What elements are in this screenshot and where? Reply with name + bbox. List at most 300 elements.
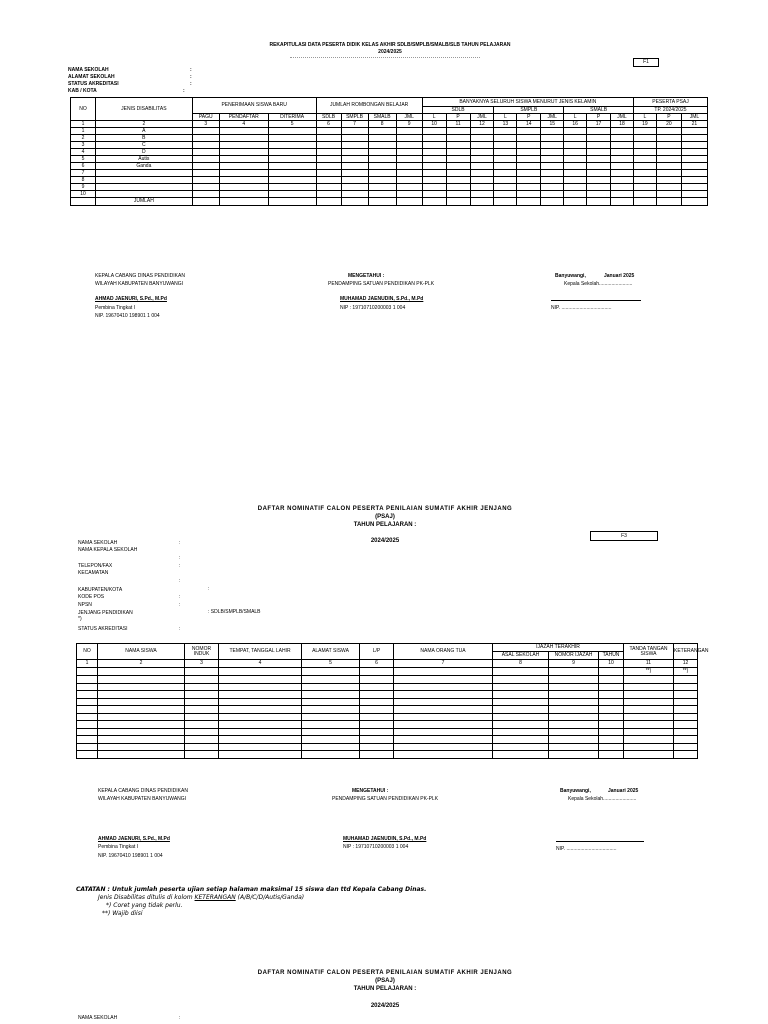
f1-cell[interactable] <box>396 128 422 135</box>
f3-cell[interactable] <box>394 668 493 676</box>
f1-cell[interactable] <box>422 149 446 156</box>
f1-cell[interactable] <box>681 135 707 142</box>
f1-cell[interactable] <box>470 177 494 184</box>
f1-cell[interactable] <box>446 177 470 184</box>
f1-cell[interactable] <box>610 142 633 149</box>
f3-cell[interactable] <box>599 691 624 699</box>
f1-cell[interactable] <box>368 135 396 142</box>
f1-cell[interactable] <box>656 142 681 149</box>
f1-cell[interactable] <box>268 191 316 198</box>
f1-cell[interactable] <box>470 156 494 163</box>
f1-cell[interactable] <box>268 177 316 184</box>
f1-cell[interactable] <box>219 149 268 156</box>
f1-cell[interactable] <box>268 135 316 142</box>
f1-cell[interactable] <box>681 177 707 184</box>
f1-cell[interactable] <box>564 156 587 163</box>
f1-cell[interactable] <box>541 149 564 156</box>
f1-cell[interactable] <box>517 156 541 163</box>
f3-cell[interactable] <box>77 743 98 751</box>
f3-field-colon[interactable]: : <box>179 578 181 584</box>
f1-cell[interactable] <box>541 156 564 163</box>
f3-field-colon[interactable]: : <box>179 594 181 600</box>
f1-cell[interactable] <box>219 128 268 135</box>
f3-cell[interactable] <box>394 683 493 691</box>
f3-cell[interactable] <box>493 743 549 751</box>
f3-cell[interactable] <box>599 698 624 706</box>
f3-cell[interactable] <box>98 668 185 676</box>
f1-cell[interactable] <box>368 156 396 163</box>
f1-cell[interactable] <box>564 177 587 184</box>
f1-cell[interactable] <box>681 128 707 135</box>
f1-cell[interactable] <box>517 170 541 177</box>
f3-cell[interactable] <box>302 728 360 736</box>
f1-cell[interactable] <box>610 149 633 156</box>
f1-cell[interactable] <box>316 142 341 149</box>
f3-field-colon[interactable]: : <box>208 586 210 592</box>
f1-cell[interactable] <box>446 184 470 191</box>
f3-cell[interactable] <box>493 706 549 714</box>
f1-cell[interactable] <box>494 156 517 163</box>
f1-cell[interactable] <box>316 149 341 156</box>
f3-cell[interactable] <box>674 751 698 759</box>
f1-total-cell[interactable] <box>470 198 494 206</box>
f1-total-cell[interactable] <box>396 198 422 206</box>
f1-cell[interactable] <box>470 191 494 198</box>
f1-cell[interactable] <box>368 149 396 156</box>
f3-cell[interactable] <box>674 706 698 714</box>
f1-total-cell[interactable] <box>587 198 611 206</box>
f1-cell[interactable] <box>634 135 657 142</box>
f3-cell[interactable] <box>219 713 302 721</box>
f3-cell[interactable] <box>360 691 394 699</box>
f1-cell[interactable] <box>341 135 368 142</box>
f1-cell[interactable] <box>587 163 611 170</box>
f1-sig-right-line[interactable] <box>551 300 641 301</box>
f1-cell[interactable] <box>341 184 368 191</box>
f3-cell[interactable] <box>493 668 549 676</box>
f1-total-cell[interactable] <box>341 198 368 206</box>
f1-cell[interactable] <box>268 128 316 135</box>
f1-cell[interactable] <box>268 163 316 170</box>
f1-cell[interactable] <box>634 156 657 163</box>
f1-cell[interactable] <box>517 149 541 156</box>
f1-cell[interactable] <box>517 184 541 191</box>
f3-cell[interactable] <box>599 706 624 714</box>
f3-cell[interactable] <box>360 668 394 676</box>
f1-cell[interactable] <box>446 149 470 156</box>
f1-total-cell[interactable] <box>517 198 541 206</box>
f3-field-colon[interactable]: : <box>179 540 181 546</box>
f3-cell[interactable] <box>624 683 674 691</box>
f1-total-cell[interactable] <box>656 198 681 206</box>
f1-cell[interactable] <box>422 156 446 163</box>
f3-cell[interactable] <box>219 743 302 751</box>
f1-cell[interactable] <box>517 135 541 142</box>
f1-cell[interactable] <box>634 177 657 184</box>
f3-cell[interactable] <box>674 728 698 736</box>
f3-cell[interactable] <box>624 676 674 684</box>
f1-cell[interactable] <box>517 191 541 198</box>
f1-cell[interactable] <box>192 163 219 170</box>
f3-cell[interactable] <box>185 743 219 751</box>
f1-total-cell[interactable] <box>219 198 268 206</box>
f1-cell[interactable] <box>446 135 470 142</box>
f1-cell[interactable] <box>564 149 587 156</box>
f3-cell[interactable] <box>394 736 493 744</box>
f1-total-cell[interactable] <box>316 198 341 206</box>
f1-cell[interactable] <box>341 142 368 149</box>
f1-cell[interactable] <box>610 128 633 135</box>
f1-cell[interactable] <box>341 156 368 163</box>
f3-cell[interactable] <box>549 668 599 676</box>
f3-cell[interactable] <box>624 713 674 721</box>
f3-cell[interactable] <box>493 698 549 706</box>
f3-cell[interactable] <box>98 728 185 736</box>
f1-cell[interactable] <box>470 184 494 191</box>
f1-cell[interactable] <box>610 177 633 184</box>
f3-cell[interactable] <box>394 706 493 714</box>
f3-cell[interactable] <box>394 698 493 706</box>
f1-cell[interactable] <box>219 142 268 149</box>
f1-cell[interactable] <box>656 170 681 177</box>
f1-cell[interactable] <box>681 184 707 191</box>
f3-cell[interactable] <box>624 751 674 759</box>
f1-field-colon[interactable]: : <box>183 88 185 94</box>
f3-cell[interactable] <box>185 683 219 691</box>
f1-cell[interactable] <box>610 191 633 198</box>
f1-cell[interactable] <box>494 177 517 184</box>
f3-cell[interactable] <box>599 683 624 691</box>
f1-cell[interactable] <box>219 177 268 184</box>
f1-cell[interactable] <box>316 128 341 135</box>
f3-cell[interactable] <box>185 698 219 706</box>
f1-cell[interactable] <box>316 135 341 142</box>
f3-cell[interactable] <box>360 736 394 744</box>
f1-cell[interactable] <box>268 170 316 177</box>
f1-cell[interactable] <box>470 170 494 177</box>
f3-cell[interactable] <box>599 736 624 744</box>
f1-cell[interactable] <box>634 184 657 191</box>
f1-cell[interactable] <box>494 184 517 191</box>
f1-cell[interactable] <box>368 170 396 177</box>
f1-cell[interactable] <box>396 156 422 163</box>
f1-cell[interactable] <box>634 149 657 156</box>
f1-cell[interactable] <box>422 163 446 170</box>
f3-cell[interactable] <box>219 698 302 706</box>
f1-field-colon[interactable]: : <box>190 81 192 87</box>
f1-cell[interactable] <box>587 149 611 156</box>
f1-cell[interactable] <box>192 191 219 198</box>
f1-cell[interactable] <box>316 184 341 191</box>
f1-cell[interactable] <box>219 191 268 198</box>
f3-cell[interactable] <box>674 683 698 691</box>
f3-cell[interactable] <box>549 721 599 729</box>
f1-cell[interactable] <box>564 142 587 149</box>
f3-cell[interactable] <box>493 751 549 759</box>
f3-cell[interactable] <box>302 713 360 721</box>
f1-cell[interactable] <box>268 142 316 149</box>
f3-cell[interactable] <box>493 676 549 684</box>
f3-cell[interactable] <box>98 713 185 721</box>
f3-cell[interactable] <box>394 676 493 684</box>
f1-cell[interactable] <box>368 184 396 191</box>
f1-cell[interactable] <box>681 156 707 163</box>
f3-cell[interactable] <box>219 668 302 676</box>
f3-cell[interactable] <box>185 676 219 684</box>
f1-cell[interactable] <box>494 163 517 170</box>
f1-cell[interactable] <box>587 184 611 191</box>
f3-cell[interactable] <box>549 706 599 714</box>
f3-cell[interactable] <box>98 736 185 744</box>
f3-cell[interactable] <box>77 751 98 759</box>
f1-cell[interactable] <box>368 142 396 149</box>
f1-cell[interactable] <box>219 135 268 142</box>
f1-cell[interactable] <box>316 163 341 170</box>
f1-total-cell[interactable] <box>494 198 517 206</box>
f1-cell[interactable] <box>219 163 268 170</box>
f1-cell[interactable] <box>517 177 541 184</box>
f3-cell[interactable] <box>493 683 549 691</box>
f1-cell[interactable] <box>610 184 633 191</box>
f3-cell[interactable] <box>549 676 599 684</box>
f1-cell[interactable] <box>564 170 587 177</box>
f3-cell[interactable] <box>98 706 185 714</box>
f1-total-cell[interactable] <box>564 198 587 206</box>
f3-cell[interactable] <box>98 676 185 684</box>
f3-cell[interactable] <box>394 713 493 721</box>
f1-cell[interactable] <box>656 177 681 184</box>
f1-cell[interactable] <box>494 128 517 135</box>
f1-cell[interactable] <box>681 163 707 170</box>
f3-cell[interactable] <box>185 728 219 736</box>
f1-cell[interactable] <box>541 163 564 170</box>
f3-cell[interactable] <box>219 728 302 736</box>
f3-sig-right-line[interactable] <box>556 841 644 842</box>
f1-cell[interactable] <box>587 170 611 177</box>
f1-cell[interactable] <box>541 142 564 149</box>
f1-cell[interactable] <box>422 184 446 191</box>
f1-cell[interactable] <box>396 170 422 177</box>
f3-cell[interactable] <box>624 698 674 706</box>
f1-cell[interactable] <box>541 184 564 191</box>
f3-cell[interactable] <box>219 676 302 684</box>
f1-cell[interactable] <box>219 184 268 191</box>
f3-cell[interactable] <box>98 743 185 751</box>
f1-cell[interactable] <box>587 191 611 198</box>
f1-cell[interactable] <box>656 191 681 198</box>
f1-cell[interactable] <box>656 184 681 191</box>
f1-cell[interactable] <box>541 135 564 142</box>
f1-cell[interactable] <box>446 142 470 149</box>
f1-cell[interactable] <box>470 142 494 149</box>
f1-field-colon[interactable]: : <box>190 74 192 80</box>
f1-cell[interactable] <box>268 149 316 156</box>
f1-cell[interactable] <box>316 191 341 198</box>
f3-cell[interactable] <box>219 683 302 691</box>
f1-cell[interactable] <box>564 135 587 142</box>
f1-cell[interactable] <box>422 191 446 198</box>
f3-cell[interactable] <box>394 721 493 729</box>
f1-cell[interactable] <box>316 170 341 177</box>
f3-cell[interactable] <box>599 668 624 676</box>
f1-cell[interactable] <box>396 191 422 198</box>
f3-field-colon[interactable]: : <box>179 555 181 561</box>
f3-cell[interactable] <box>360 706 394 714</box>
f3-cell[interactable] <box>549 736 599 744</box>
f1-cell[interactable] <box>396 135 422 142</box>
f1-cell[interactable] <box>541 170 564 177</box>
f1-cell[interactable] <box>564 184 587 191</box>
f3-cell[interactable] <box>549 683 599 691</box>
f3-cell[interactable] <box>219 751 302 759</box>
f3-cell[interactable] <box>185 751 219 759</box>
f1-cell[interactable] <box>368 177 396 184</box>
f1-cell[interactable] <box>656 128 681 135</box>
f3-cell[interactable] <box>219 706 302 714</box>
f3-cell[interactable] <box>302 683 360 691</box>
f3-cell[interactable] <box>185 721 219 729</box>
f1-cell[interactable] <box>446 163 470 170</box>
f1-total-cell[interactable] <box>541 198 564 206</box>
f3-cell[interactable] <box>599 676 624 684</box>
f1-cell[interactable] <box>587 142 611 149</box>
f1-total-cell[interactable] <box>71 198 96 206</box>
f1-cell[interactable] <box>192 149 219 156</box>
f1-total-cell[interactable] <box>446 198 470 206</box>
f1-cell[interactable] <box>192 128 219 135</box>
f3-cell[interactable] <box>77 713 98 721</box>
f3-cell[interactable] <box>624 721 674 729</box>
f1-cell[interactable] <box>446 156 470 163</box>
f3-cell[interactable] <box>599 713 624 721</box>
f1-cell[interactable] <box>610 170 633 177</box>
f1-cell[interactable] <box>470 128 494 135</box>
f1-cell[interactable] <box>681 191 707 198</box>
f1-cell[interactable] <box>634 191 657 198</box>
f3-cell[interactable] <box>493 736 549 744</box>
f1-cell[interactable] <box>610 135 633 142</box>
f1-cell[interactable] <box>396 177 422 184</box>
f1-cell[interactable] <box>494 170 517 177</box>
f3-cell[interactable] <box>674 713 698 721</box>
f3-field-colon[interactable]: : <box>179 626 181 632</box>
f3-cell[interactable] <box>394 751 493 759</box>
f1-cell[interactable] <box>517 142 541 149</box>
f1-cell[interactable] <box>192 142 219 149</box>
f3-cell[interactable] <box>674 721 698 729</box>
f3-cell[interactable] <box>549 751 599 759</box>
f3-cell[interactable] <box>219 736 302 744</box>
f1-cell[interactable] <box>634 128 657 135</box>
f3-cell[interactable] <box>360 683 394 691</box>
f1-cell[interactable] <box>587 128 611 135</box>
f3-cell[interactable] <box>360 713 394 721</box>
f1-cell[interactable] <box>422 135 446 142</box>
f1-cell[interactable] <box>541 191 564 198</box>
f3-cell[interactable] <box>549 691 599 699</box>
f3-cell[interactable] <box>360 721 394 729</box>
f3-cell[interactable] <box>185 713 219 721</box>
f1-cell[interactable] <box>681 149 707 156</box>
f3-cell[interactable] <box>185 668 219 676</box>
f3-cell[interactable] <box>77 676 98 684</box>
f3-cell[interactable] <box>302 736 360 744</box>
f1-cell[interactable] <box>396 184 422 191</box>
f1-cell[interactable] <box>341 163 368 170</box>
f1-cell[interactable] <box>341 191 368 198</box>
f1-total-cell[interactable] <box>192 198 219 206</box>
f3-cell[interactable] <box>394 691 493 699</box>
f3-cell[interactable] <box>98 698 185 706</box>
f3-cell[interactable] <box>302 706 360 714</box>
f1-cell[interactable] <box>494 142 517 149</box>
f1-cell[interactable] <box>681 142 707 149</box>
f3-cell[interactable] <box>360 698 394 706</box>
f1-cell[interactable] <box>446 128 470 135</box>
f1-cell[interactable] <box>192 156 219 163</box>
f1-cell[interactable] <box>634 142 657 149</box>
f1-total-cell[interactable] <box>368 198 396 206</box>
f1-cell[interactable] <box>656 149 681 156</box>
f3-cell[interactable] <box>493 713 549 721</box>
f1-cell[interactable] <box>494 191 517 198</box>
f3-cell[interactable] <box>185 691 219 699</box>
f3-cell[interactable] <box>77 736 98 744</box>
f3-cell[interactable] <box>77 728 98 736</box>
f3-cell[interactable] <box>302 668 360 676</box>
f3-cell[interactable] <box>493 691 549 699</box>
f3-cell[interactable] <box>77 691 98 699</box>
f3-cell[interactable] <box>77 698 98 706</box>
f3-cell[interactable] <box>360 728 394 736</box>
f3-cell[interactable] <box>624 706 674 714</box>
f3-cell[interactable] <box>599 751 624 759</box>
f3-cell[interactable] <box>360 743 394 751</box>
f1-cell[interactable] <box>396 142 422 149</box>
f3-field-colon[interactable]: : <box>179 563 181 569</box>
f1-cell[interactable] <box>541 177 564 184</box>
f1-cell[interactable] <box>470 149 494 156</box>
f3-cell[interactable] <box>360 676 394 684</box>
f1-total-cell[interactable] <box>610 198 633 206</box>
f3-cell[interactable] <box>674 691 698 699</box>
f3-cell[interactable] <box>624 691 674 699</box>
f3-cell[interactable] <box>599 728 624 736</box>
f1-cell[interactable] <box>470 135 494 142</box>
f1-cell[interactable] <box>422 142 446 149</box>
f3-cell[interactable] <box>77 683 98 691</box>
f3-cell[interactable] <box>219 721 302 729</box>
f3-cell[interactable] <box>302 676 360 684</box>
f1-cell[interactable] <box>368 191 396 198</box>
f1-cell[interactable] <box>656 163 681 170</box>
f3-cell[interactable] <box>98 691 185 699</box>
f3-cell[interactable] <box>77 668 98 676</box>
f3-cell[interactable] <box>302 721 360 729</box>
f3-cell[interactable] <box>674 736 698 744</box>
f1-cell[interactable] <box>587 177 611 184</box>
f1-cell[interactable] <box>446 170 470 177</box>
f1-cell[interactable] <box>517 163 541 170</box>
f1-cell[interactable] <box>219 156 268 163</box>
f3-cell[interactable] <box>302 751 360 759</box>
f1-cell[interactable] <box>219 170 268 177</box>
f1-cell[interactable] <box>494 149 517 156</box>
f1-cell[interactable] <box>268 184 316 191</box>
f1-cell[interactable] <box>541 128 564 135</box>
f3-cell[interactable] <box>624 736 674 744</box>
f1-total-cell[interactable] <box>422 198 446 206</box>
